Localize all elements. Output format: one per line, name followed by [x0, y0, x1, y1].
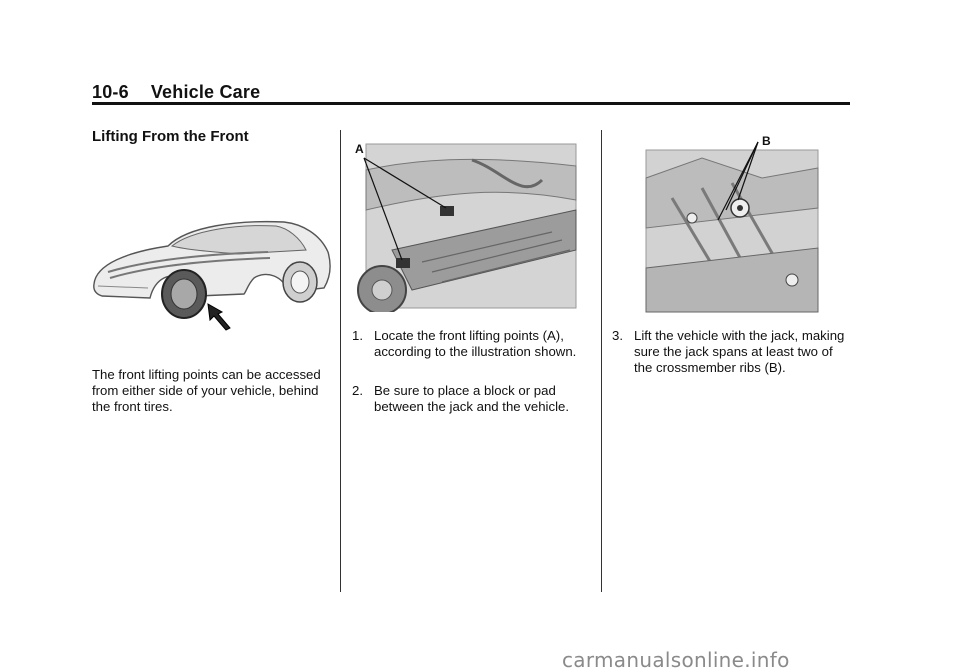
crossmember-illustration [642, 138, 820, 314]
step-1-text: Locate the front lifting points (A), according to the illustration shown. [374, 328, 577, 359]
callout-a: A [355, 142, 364, 156]
column-divider-left [340, 130, 341, 592]
step-3-number: 3. [612, 328, 623, 343]
step-2 [352, 383, 590, 415]
column-divider-right [601, 130, 602, 592]
step-1 [352, 328, 590, 360]
callout-b: B [762, 134, 771, 148]
intro-paragraph: The front lifting points can be accessed from either side of your vehicle, behind the front tires. [92, 367, 321, 414]
subheading: Lifting From the Front [92, 128, 249, 145]
step-3 [612, 328, 852, 376]
header-rule [92, 102, 850, 105]
page-header [92, 82, 260, 103]
step-1-number: 1. [352, 328, 363, 343]
step-3-text: Lift the vehicle with the jack, making sure the jack spans at least two of the crossmember ribs (B). [634, 328, 845, 375]
step-2-number: 2. [352, 383, 363, 398]
underbody-front-illustration [352, 140, 580, 312]
footer-watermark[interactable]: carmanualsonline.info [562, 648, 790, 672]
car-illustration [88, 212, 333, 332]
page-number: 10-6 [92, 82, 129, 102]
step-2-text: Be sure to place a block or pad between the jack and the vehicle. [374, 383, 570, 414]
section-title: Vehicle Care [150, 82, 261, 102]
